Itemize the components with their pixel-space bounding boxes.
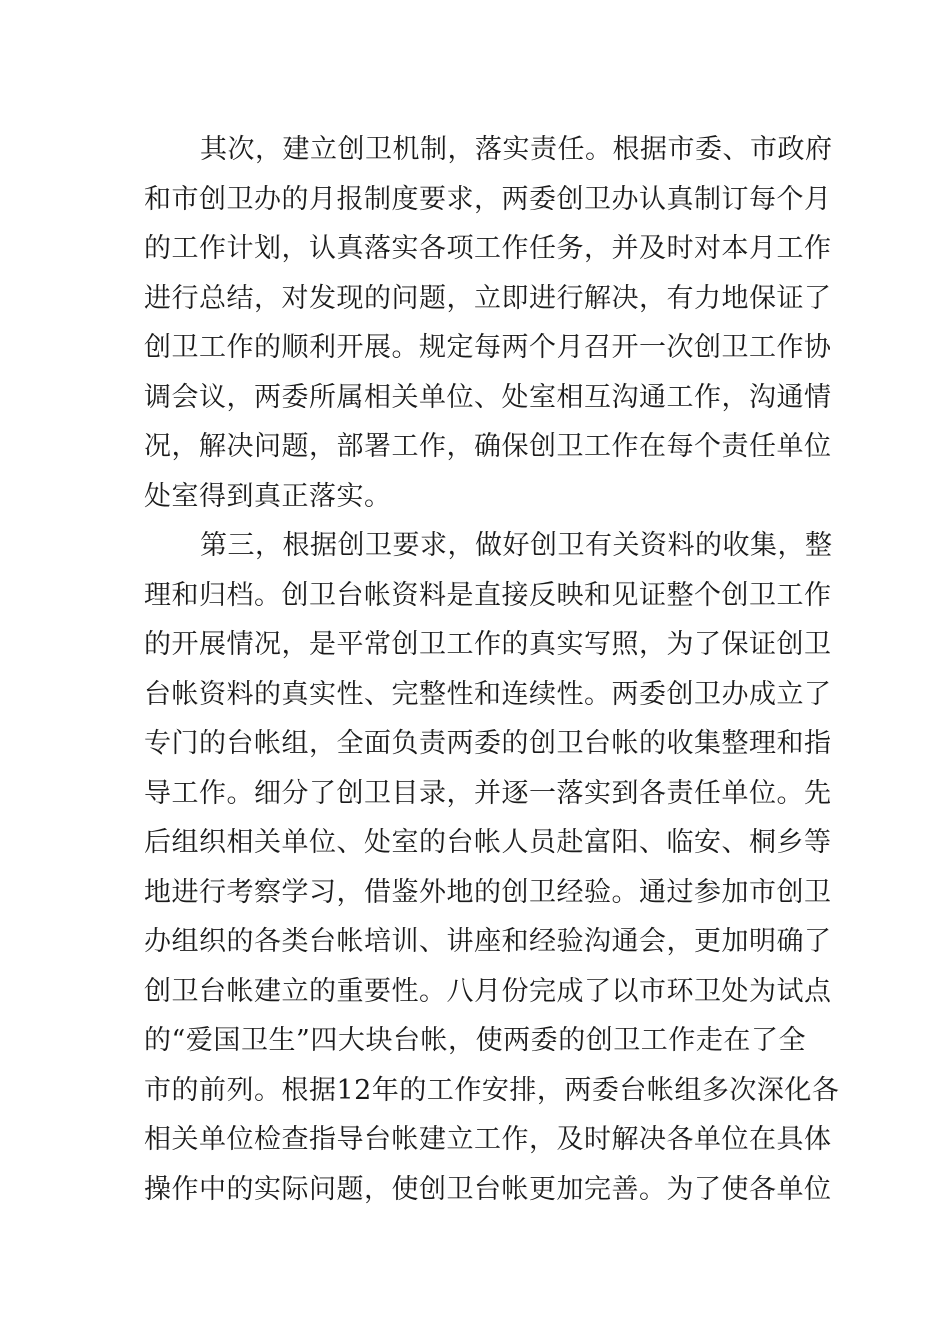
paragraph-line: 相关单位检查指导台帐建立工作，及时解决各单位在具体: [144, 1124, 832, 1155]
paragraph-line: 操作中的实际问题，使创卫台帐更加完善。为了使各单位: [144, 1173, 832, 1205]
paragraph-2: [144, 521, 840, 1214]
paragraph-line: 台帐资料的真实性、完整性和连续性。两委创卫办成立了: [144, 678, 832, 710]
paragraph-line: 专门的台帐组，全面负责两委的创卫台帐的收集整理和指: [144, 728, 832, 759]
paragraph-line: 地进行考察学习，借鉴外地的创卫经验。通过参加市创卫: [144, 876, 832, 908]
paragraph-line: 第三，根据创卫要求，做好创卫有关资料的收集，整: [200, 530, 833, 561]
paragraph-1: [144, 125, 833, 521]
paragraph-line: 导工作。细分了创卫目录，并逐一落实到各责任单位。先: [144, 777, 832, 809]
paragraph-line: 处室得到真正落实。: [144, 480, 392, 512]
paragraph-line: 理和归档。创卫台帐资料是直接反映和见证整个创卫工作: [144, 579, 832, 611]
paragraph-line: 进行总结，对发现的问题，立即进行解决，有力地保证了: [144, 282, 832, 314]
paragraph-line: 的“爱国卫生”四大块台帐，使两委的创卫工作走在了全: [144, 1025, 806, 1056]
paragraph-line: 创卫台帐建立的重要性。八月份完成了以市环卫处为试点: [144, 975, 832, 1007]
paragraph-line: 的开展情况，是平常创卫工作的真实写照，为了保证创卫: [144, 629, 832, 660]
paragraph-line: 创卫工作的顺利开展。规定每两个月召开一次创卫工作协: [144, 332, 832, 363]
paragraph-line: 后组织相关单位、处室的台帐人员赴富阳、临安、桐乡等: [144, 827, 832, 858]
paragraph-line: 办组织的各类台帐培训、讲座和经验沟通会，更加明确了: [144, 926, 832, 957]
paragraph-line: 和市创卫办的月报制度要求，两委创卫办认真制订每个月: [144, 183, 832, 215]
paragraph-line: 的工作计划，认真落实各项工作任务，并及时对本月工作: [144, 233, 832, 264]
paragraph-line: 其次，建立创卫机制，落实责任。根据市委、市政府: [200, 134, 833, 165]
paragraph-line: 况，解决问题，部署工作，确保创卫工作在每个责任单位: [144, 431, 832, 462]
paragraph-line: 调会议，两委所属相关单位、处室相互沟通工作，沟通情: [144, 381, 832, 413]
paragraph-line: 市的前列。根据12年的工作安排，两委台帐组多次深化各: [144, 1074, 840, 1106]
